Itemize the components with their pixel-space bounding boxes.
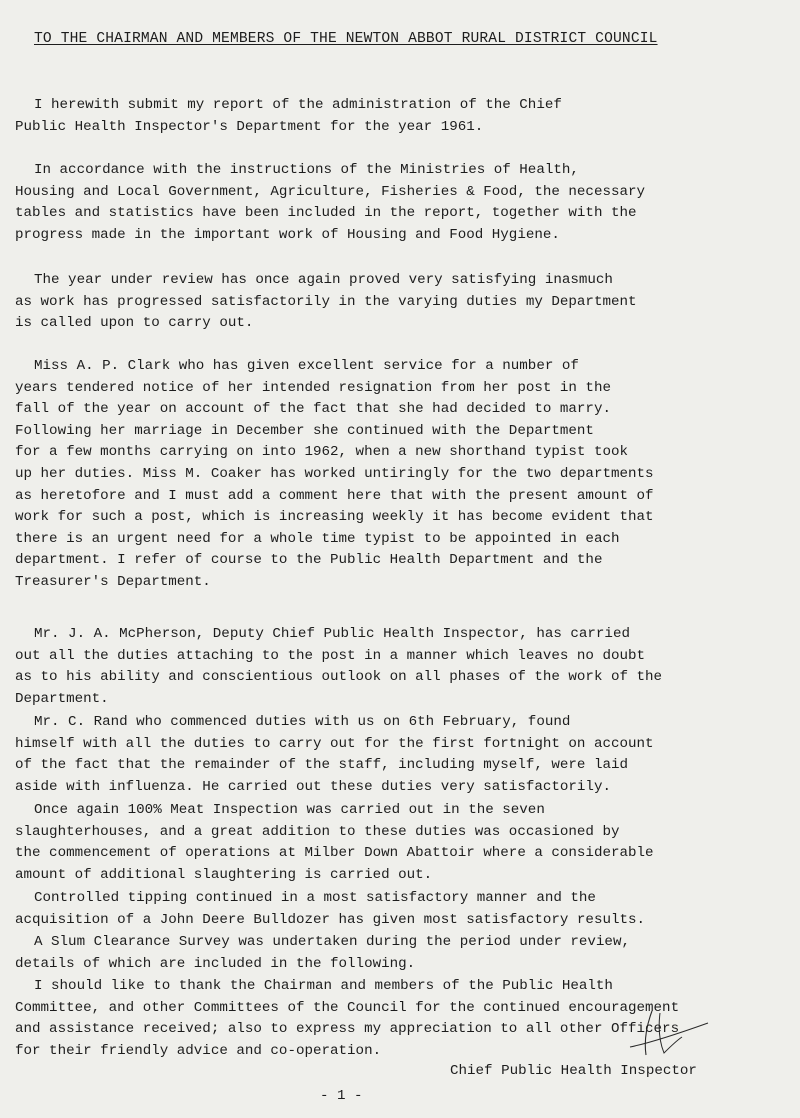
text-line: there is an urgent need for a whole time typist to be appointed in each [15, 530, 620, 547]
signature-title: Chief Public Health Inspector [450, 1063, 697, 1079]
text-line: the commencement of operations at Milber Down Abattoir where a considerable [15, 845, 654, 862]
text-line: Controlled tipping continued in a most satisfactory manner and the [34, 890, 596, 906]
text-line: years tendered notice of her intended resignation from her post in the [15, 379, 611, 396]
text-line: Department. [15, 690, 109, 707]
text-line: as heretofore and I must add a comment here that with the present amount of [15, 487, 654, 504]
text-line: Housing and Local Government, Agriculture, Fisheries & Food, the necessary [15, 183, 646, 200]
text-line: In accordance with the instructions of the Ministries of Health, [34, 162, 579, 178]
paragraph-thanks-visible [15, 976, 774, 1062]
text-line: I herewith submit my report of the administration of the Chief [34, 97, 562, 113]
page-number: - 1 - [320, 1088, 363, 1104]
text-line: Public Health Inspector's Department for the year 1961. [15, 118, 484, 135]
text-line: A Slum Clearance Survey was undertaken during the period under review, [34, 934, 630, 950]
paragraph-staff-clark [15, 356, 774, 594]
text-line: for a few months carrying on into 1962, when a new shorthand typist took [15, 444, 628, 461]
paragraph-ministries [15, 160, 774, 246]
text-line: as work has progressed satisfactorily in the varying duties my Department [15, 293, 637, 310]
text-line: out all the duties attaching to the post in a manner which leaves no doubt [15, 647, 646, 664]
text-line: as to his ability and conscientious outlook on all phases of the work of the [15, 669, 663, 686]
text-line: work for such a post, which is increasing weekly it has become evident that [15, 509, 654, 526]
text-line: and assistance received; also to express my appreciation to all other Officers [15, 1021, 680, 1038]
paragraph-rand [15, 712, 774, 798]
text-line: details of which are included in the following. [15, 955, 416, 972]
text-line: tables and statistics have been included in the report, together with the [15, 205, 637, 222]
text-line: fall of the year on account of the fact that she had decided to marry. [15, 401, 611, 418]
text-line: himself with all the duties to carry out for the first fortnight on account [15, 735, 654, 752]
text-line: is called upon to carry out. [15, 315, 254, 332]
text-line: slaughterhouses, and a great addition to these duties was occasioned by [15, 823, 620, 840]
text-line: Mr. J. A. McPherson, Deputy Chief Public Health Inspector, has carried [34, 626, 630, 642]
text-line: I should like to thank the Chairman and members of the Public Health [34, 978, 613, 994]
paragraph-slum-clearance [15, 932, 774, 975]
paragraph-year-review [15, 270, 774, 335]
text-line: up her duties. Miss M. Coaker has worked untiringly for the two departments [15, 465, 654, 482]
text-line: of the fact that the remainder of the staff, including myself, were laid [15, 757, 628, 774]
text-line: Following her marriage in December she continued with the Department [15, 422, 594, 439]
text-line: for their friendly advice and co-operation. [15, 1042, 382, 1059]
paragraph-meat-inspection [15, 800, 774, 886]
text-line: Mr. C. Rand who commenced duties with us on 6th February, found [34, 714, 571, 730]
text-line: aside with influenza. He carried out these duties very satisfactorily. [15, 778, 611, 795]
text-line: acquisition of a John Deere Bulldozer has given most satisfactory results. [15, 911, 646, 928]
text-line: Miss A. P. Clark who has given excellent service for a number of [34, 358, 579, 374]
report-heading: TO THE CHAIRMAN AND MEMBERS OF THE NEWTON ABBOT RURAL DISTRICT COUNCIL [34, 31, 658, 47]
text-line: The year under review has once again proved very satisfying inasmuch [34, 272, 613, 288]
text-line: Once again 100% Meat Inspection was carried out in the seven [34, 802, 545, 818]
text-line: Committee, and other Committees of the Council for the continued encouragement [15, 999, 680, 1016]
text-line: department. I refer of course to the Public Health Department and the [15, 552, 603, 569]
text-line: Treasurer's Department. [15, 573, 211, 590]
paragraph-tipping [15, 888, 774, 931]
paragraph-mcpherson [15, 624, 774, 710]
paragraph-intro [15, 95, 774, 138]
text-line: progress made in the important work of Housing and Food Hygiene. [15, 226, 560, 243]
text-line: amount of additional slaughtering is carried out. [15, 866, 433, 883]
